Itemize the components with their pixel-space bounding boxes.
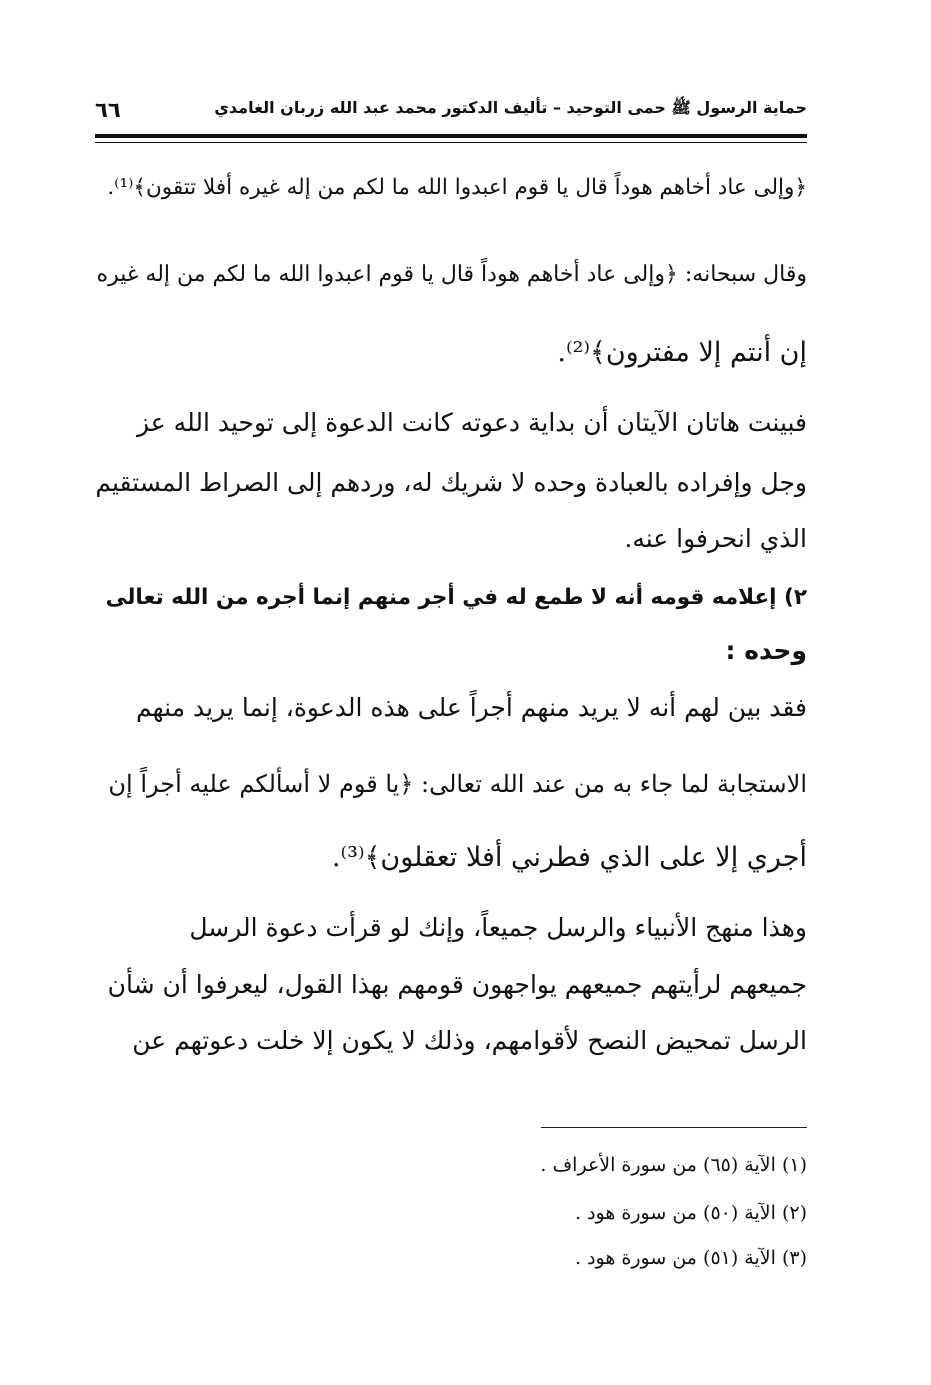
paragraph-line: الذي انحرفوا عنه. [624, 524, 807, 553]
paragraph-line: فبينت هاتان الآيتان أن بداية دعوته كانت الدعوة إلى توحيد الله عز [137, 408, 807, 437]
footnote: (٢) الآية (٥٠) من سورة هود . [575, 1202, 807, 1224]
header-rule-thin [95, 142, 807, 143]
running-header [95, 96, 807, 136]
footnote-separator [541, 1127, 807, 1128]
quran-verse-line: أجري إلا على الذي فطرني أفلا تعقلون﴾⁽³⁾. [331, 842, 807, 873]
paragraph-line: وهذا منهج الأنبياء والرسل جميعاً، وإنك لو قرأت دعوة الرسل [189, 913, 807, 942]
paragraph-line: فقد بين لهم أنه لا يريد منهم أجراً على هذه الدعوة، إنما يريد منهم [136, 693, 807, 722]
footnote: (٣) الآية (٥١) من سورة هود . [575, 1247, 807, 1269]
paragraph-line: وجل وإفراده بالعبادة وحده لا شريك له، وردهم إلى الصراط المستقيم [95, 468, 807, 497]
quran-verse-line: ﴿وإلى عاد أخاهم هوداً قال يا قوم اعبدوا الله ما لكم من إله غيره أفلا تتقون﴾⁽¹⁾. [107, 175, 807, 200]
section-heading: وحده : [725, 636, 807, 665]
header-title: حماية الرسول ﷺ حمى التوحيد – تأليف الدكتور محمد عبد الله زربان الغامدي [214, 98, 807, 117]
section-heading: ٢) إعلامه قومه أنه لا طمع له في أجر منهم إنما أجره من الله تعالى [105, 585, 807, 610]
quran-verse-line: وقال سبحانه: ﴿وإلى عاد أخاهم هوداً قال يا قوم اعبدوا الله ما لكم من إله غيره [96, 262, 807, 287]
header-rule-thick [95, 134, 807, 138]
paragraph-line: جميعهم لرأيتهم جميعهم يواجهون قومهم بهذا القول، ليعرفوا أن شأن [107, 970, 807, 999]
page-number: ٦٦ [95, 98, 121, 122]
quran-verse-line: إن أنتم إلا مفترون﴾⁽²⁾. [557, 337, 807, 368]
footnote: (١) الآية (٦٥) من سورة الأعراف . [540, 1154, 807, 1176]
paragraph-line: الرسل تمحيض النصح لأقوامهم، وذلك لا يكون إلا خلت دعوتهم عن [132, 1026, 807, 1055]
paragraph-line: الاستجابة لما جاء به من عند الله تعالى: ﴿يا قوم لا أسألكم عليه أجراً إن [108, 770, 807, 798]
